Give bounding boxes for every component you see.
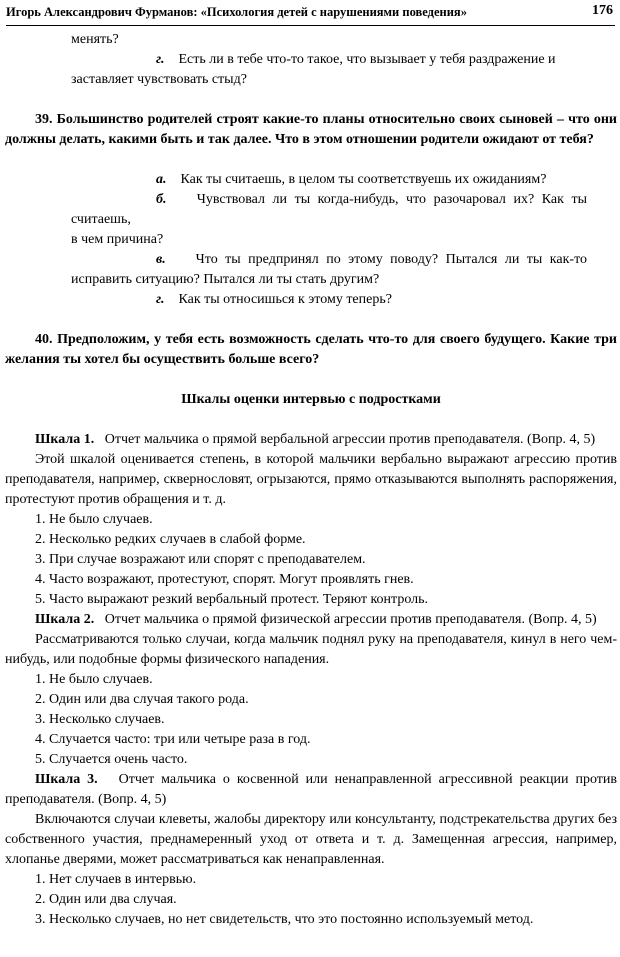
list-item: 3. Несколько случаев.	[35, 712, 165, 727]
scale-title: Отчет мальчика о прямой физической агрессии против преподавателя. (Вопр. 4, 5)	[104, 612, 597, 627]
list-item: 4. Случается часто: три или четыре раза в год.	[35, 732, 311, 747]
scale-label: Шкала 1.	[35, 432, 95, 447]
scale-3-heading	[5, 770, 617, 810]
book-title: Игорь Александрович Фурманов: «Психология детей с нарушениями поведения»	[6, 5, 467, 19]
list-item: 1. Нет случаев в интервью.	[35, 872, 197, 887]
page-body	[5, 30, 617, 930]
scale-1-description: Этой шкалой оценивается степень, в которой мальчики вербально выражают агрессию против преподавателя, например, сквернословят, огрызаются, прямо отказываются выполнять распоряжения, протестуют против обращения и т. д.	[5, 452, 617, 507]
scale-2-description: Рассматриваются только случаи, когда мальчик поднял руку на преподавателя, кинул в него чем-нибудь, или подобные формы физического нападения.	[5, 632, 617, 667]
sub-question-g-prev-cont: заставляет чувствовать стыд?	[71, 72, 247, 87]
sub-question-a	[5, 170, 617, 190]
section-title: Шкалы оценки интервью с подростками	[181, 392, 441, 407]
sub-letter: г.	[156, 52, 165, 67]
sub-letter: а.	[156, 172, 167, 187]
list-item: 2. Один или два случая такого рода.	[35, 692, 249, 707]
scale-title: Отчет мальчика о косвенной или ненаправленной агрессивной реакции против преподавателя. (Вопр. 4, 5)	[5, 772, 617, 807]
scale-label: Шкала 3.	[35, 772, 98, 787]
list-item: 3. Несколько случаев, но нет свидетельств, что это постоянно используемый метод.	[35, 912, 534, 927]
sub-letter: г.	[156, 292, 165, 307]
sub-text: Чувствовал ли ты когда-нибудь, что разочаровал их? Как ты считаешь,	[71, 192, 587, 227]
scale-2-heading	[5, 610, 617, 630]
scale-3-description: Включаются случаи клеветы, жалобы директору или консультанту, подстрекательства других без собственного участия, преднамеренный уход от ответа и т. д. Замещенная агрессия, например, хлопанье дверями, может рассматриваться как ненаправленная.	[5, 812, 617, 867]
page-number: 176	[592, 3, 613, 18]
question-40: 40. Предположим, у тебя есть возможность сделать что-то для своего будущего. Какие три желания ты хотел бы осуществить больше всего?	[5, 332, 617, 367]
sub-question-v	[5, 250, 617, 290]
sub-text: Как ты относишься к этому теперь?	[178, 292, 392, 307]
sub-question-b	[5, 190, 617, 230]
question-39: 39. Большинство родителей строят какие-то планы относительно своих сыновей – что они должны делать, какими быть и так далее. Что в этом отношении родители ожидают от тебя?	[5, 112, 617, 147]
continued-line: менять?	[71, 32, 119, 47]
list-item: 1. Не было случаев.	[35, 512, 153, 527]
running-header	[6, 3, 615, 26]
list-item: 2. Один или два случая.	[35, 892, 177, 907]
sub-question-g-prev	[5, 50, 617, 70]
list-item: 5. Часто выражают резкий вербальный протест. Теряют контроль.	[35, 592, 429, 607]
scale-title: Отчет мальчика о прямой вербальной агрессии против преподавателя. (Вопр. 4, 5)	[104, 432, 596, 447]
list-item: 2. Несколько редких случаев в слабой форме.	[35, 532, 306, 547]
list-item: 4. Часто возражают, протестуют, спорят. Могут проявлять гнев.	[35, 572, 414, 587]
sub-text: Есть ли в тебе что-то такое, что вызывает у тебя раздражение и	[178, 52, 556, 67]
scale-1-heading	[5, 430, 617, 450]
sub-text: Как ты считаешь, в целом ты соответствуешь их ожиданиям?	[180, 172, 547, 187]
list-item: 5. Случается очень часто.	[35, 752, 188, 767]
list-item: 1. Не было случаев.	[35, 672, 153, 687]
sub-question-b-cont: в чем причина?	[71, 232, 164, 247]
sub-text: Что ты предпринял по этому поводу? Пытался ли ты как-то исправить ситуацию? Пытался ли ты стать другим?	[71, 252, 588, 287]
sub-letter: в.	[156, 252, 166, 267]
list-item: 3. При случае возражают или спорят с преподавателем.	[35, 552, 366, 567]
scale-label: Шкала 2.	[35, 612, 95, 627]
sub-question-g	[5, 290, 617, 310]
sub-letter: б.	[156, 192, 167, 207]
